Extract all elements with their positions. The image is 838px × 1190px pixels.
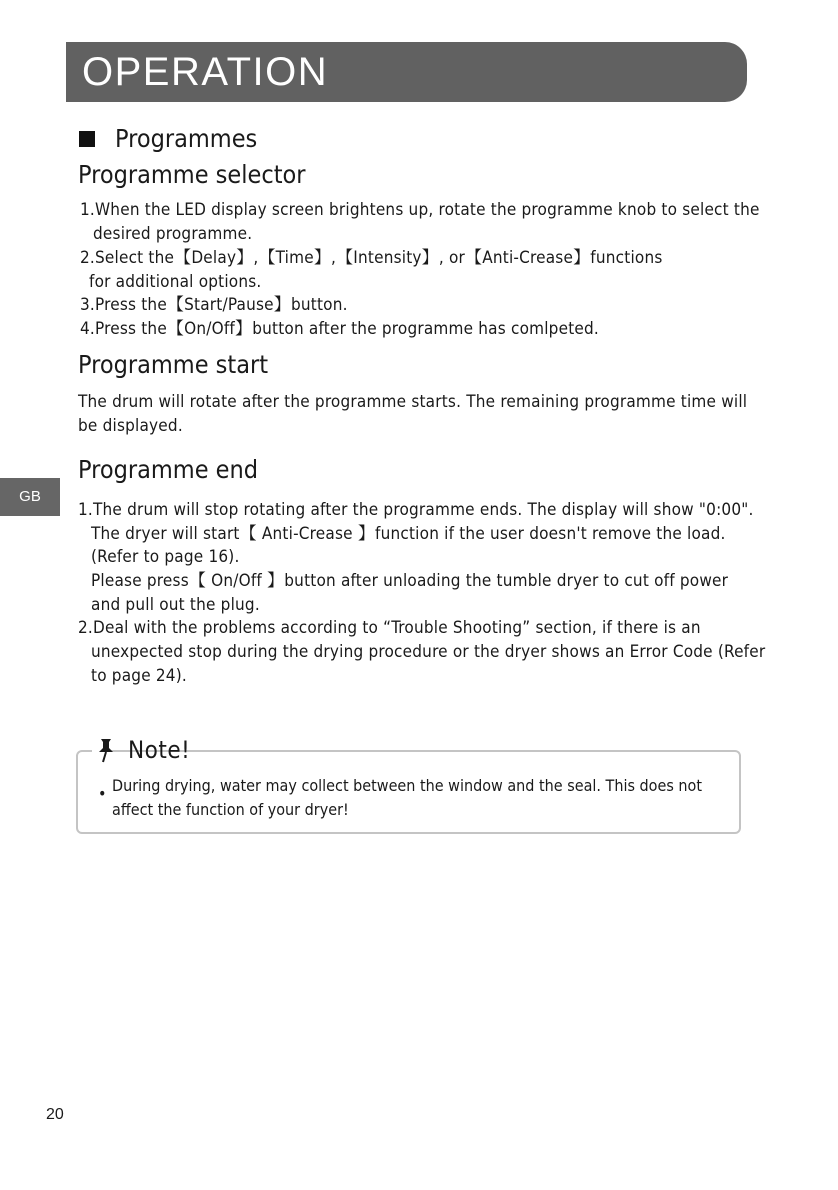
- page-title: OPERATION: [82, 50, 329, 94]
- note-title: Note!: [128, 736, 191, 764]
- selector-line-1: 1.When the LED display screen brightens up, rotate the programme knob to select the: [80, 200, 760, 220]
- note-line-2: affect the function of your dryer!: [112, 800, 349, 819]
- language-tab-label: GB: [19, 488, 41, 505]
- section-title: Programmes: [115, 124, 258, 153]
- note-header: [92, 733, 191, 767]
- programme-selector-heading: Programme selector: [78, 160, 306, 189]
- selector-line-3: 2.Select the【Delay】,【Time】,【Intensity】, or【Anti-Crease】functions: [80, 248, 663, 268]
- end-line-1: 1.The drum will stop rotating after the programme ends. The display will show "0:00".: [78, 500, 754, 520]
- operation-banner: [66, 42, 747, 102]
- note-bullet: •: [98, 784, 107, 803]
- language-tab: [0, 478, 60, 516]
- programme-end-heading: Programme end: [78, 455, 259, 484]
- end-line-6: 2.Deal with the problems according to “Trouble Shooting” section, if there is an: [78, 618, 701, 638]
- square-bullet-icon: [79, 131, 95, 147]
- selector-line-5: 3.Press the【Start/Pause】button.: [80, 295, 348, 315]
- end-line-3: (Refer to page 16).: [91, 547, 240, 567]
- pushpin-icon: [96, 737, 116, 763]
- selector-line-4: for additional options.: [89, 272, 262, 292]
- end-line-5: and pull out the plug.: [91, 595, 260, 615]
- start-line-1: The drum will rotate after the programme starts. The remaining programme time will: [78, 392, 748, 412]
- end-line-8: to page 24).: [91, 666, 187, 686]
- selector-line-6: 4.Press the【On/Off】button after the programme has comlpeted.: [80, 319, 599, 339]
- start-line-2: be displayed.: [78, 416, 183, 436]
- programme-start-heading: Programme start: [78, 350, 269, 379]
- end-line-7: unexpected stop during the drying procedure or the dryer shows an Error Code (Refer: [91, 642, 766, 662]
- end-line-4: Please press【 On/Off 】button after unloading the tumble dryer to cut off power: [91, 571, 729, 591]
- end-line-2: The dryer will start【 Anti-Crease 】function if the user doesn't remove the load.: [91, 524, 726, 544]
- page-number: 20: [46, 1106, 64, 1123]
- selector-line-2: desired programme.: [93, 224, 253, 244]
- note-line-1: During drying, water may collect between the window and the seal. This does not: [112, 776, 702, 795]
